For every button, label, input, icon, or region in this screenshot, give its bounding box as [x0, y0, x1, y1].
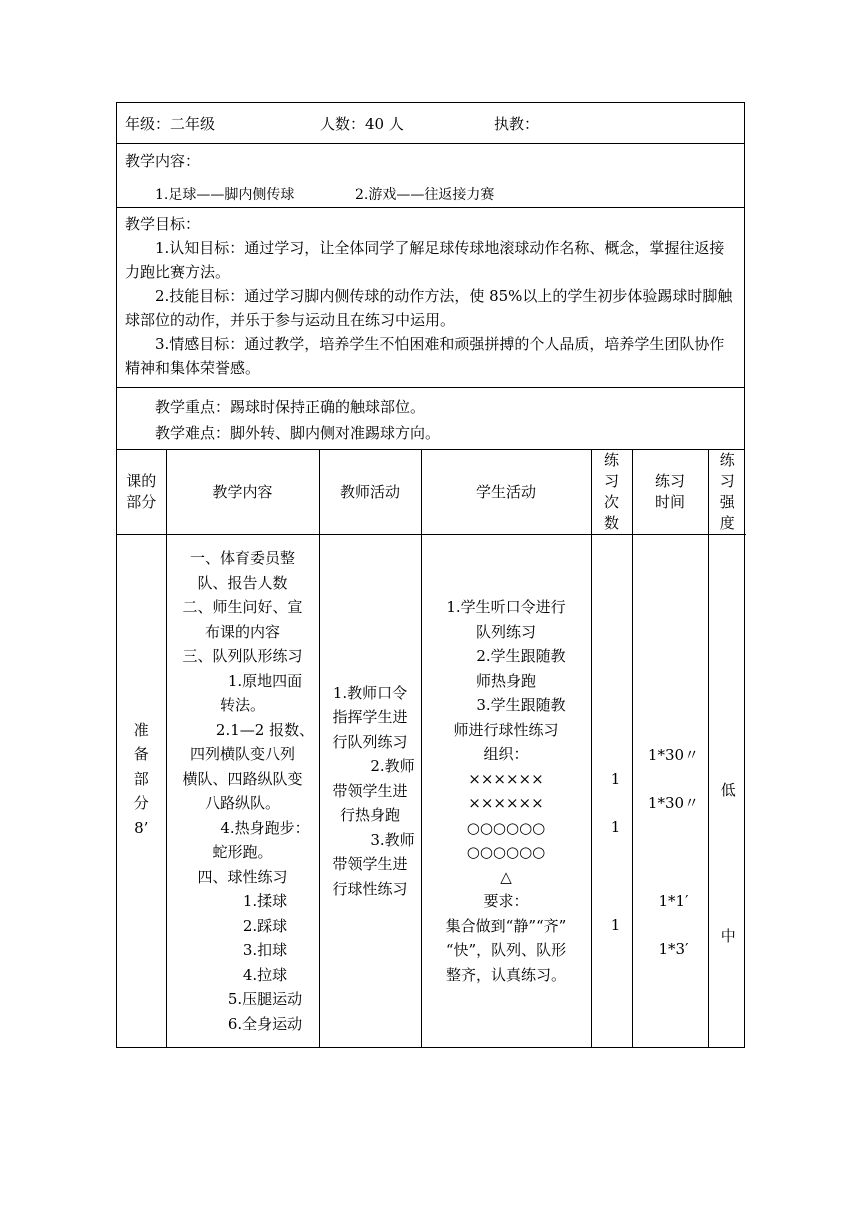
- formation-row: ○○○○○○: [466, 843, 546, 861]
- teacher-label: 执教：: [494, 114, 540, 133]
- content-cell: 一、体育委员整 队、报告人数 二、师生问好、宣 布课的内容 三、队列队形练习 1.原地四面 转法。 2.1—2 报数、 四列横队变八列 横队、四路纵队变 八路纵队。 4.热身跑步： 蛇形跑。 四、球性练习 1.揉球 2.踩球 3.扣球 4.拉球 5.压腿运动 6.全身运动: [166, 535, 319, 1048]
- header-teacher-activity: 教师活动: [319, 450, 421, 535]
- teaching-content-label: 教学内容：: [125, 152, 201, 170]
- practice-intensity-cell: 低 中: [708, 535, 746, 1048]
- student-count-label: 人数：40 人: [320, 114, 404, 133]
- header-practice-times: 练 习 次 数: [591, 450, 632, 535]
- lesson-plan-sheet: [116, 102, 745, 1048]
- formation-row: ○○○○○○: [466, 818, 546, 837]
- practice-times-cell: 1 1 1: [591, 535, 632, 1048]
- formation-row: ××××××: [468, 794, 544, 812]
- objective-cognitive: 1.认知目标：通过学习，让全体同学了解足球传球地滚球动作名称、概念，掌握往返接力跑比赛方法。: [125, 239, 725, 281]
- formation-row: ××××××: [468, 769, 544, 788]
- header-content: 教学内容: [166, 450, 319, 535]
- table-header-row: [117, 450, 746, 535]
- content-item-1: 1.足球——脚内侧传球: [155, 187, 295, 203]
- key-points-section: [117, 388, 744, 450]
- content-item-2: 2.游戏——往返接力赛: [355, 187, 495, 203]
- practice-duration-cell: 1*30〃 1*30〃 1*1′ 1*3′: [632, 535, 708, 1048]
- lesson-table: [117, 450, 746, 1047]
- objectives-section: [117, 208, 744, 388]
- table-row: [117, 535, 746, 1048]
- objective-affective: 3.情感目标：通过教学，培养学生不怕困难和顽强拼搏的个人品质，培养学生团队协作精神和集体荣誉感。: [125, 335, 725, 377]
- header-row: [117, 103, 744, 144]
- teacher-position-marker: △: [500, 867, 512, 886]
- objectives-label: 教学目标：: [125, 215, 201, 233]
- part-label-cell: 准 备 部 分 8’: [117, 535, 166, 1048]
- objective-skill: 2.技能目标：通过学习脚内侧传球的动作方法，使 85%以上的学生初步体验踢球时脚触球部位的动作，并乐于参与运动且在练习中运用。: [125, 287, 733, 329]
- header-student-activity: 学生活动: [421, 450, 591, 535]
- header-part: 课的 部分: [117, 450, 166, 535]
- student-activity-cell: 1.学生听口令进行 队列练习 2.学生跟随教 师热身跑 3.学生跟随教 师进行球性练习 组织： ×××××× ×××××× ○○○○○○ ○○○○○○ △ 要求： 集合做到“静”“齐” “快”，队列、队形 整齐，认真练习。: [421, 535, 591, 1048]
- header-practice-intensity: 练 习 强 度: [708, 450, 746, 535]
- teacher-activity-cell: 1.教师口令 指挥学生进 行队列练习 2.教师 带领学生进 行热身跑 3.教师 带领学生进 行球性练习: [319, 535, 421, 1048]
- teaching-focus: 教学重点：踢球时保持正确的触球部位。: [155, 398, 426, 416]
- teaching-content-section: [117, 144, 744, 208]
- header-practice-duration: 练习 时间: [632, 450, 708, 535]
- grade-label: 年级：二年级: [125, 114, 216, 133]
- teaching-difficulty: 教学难点：脚外转、脚内侧对准踢球方向。: [155, 424, 441, 442]
